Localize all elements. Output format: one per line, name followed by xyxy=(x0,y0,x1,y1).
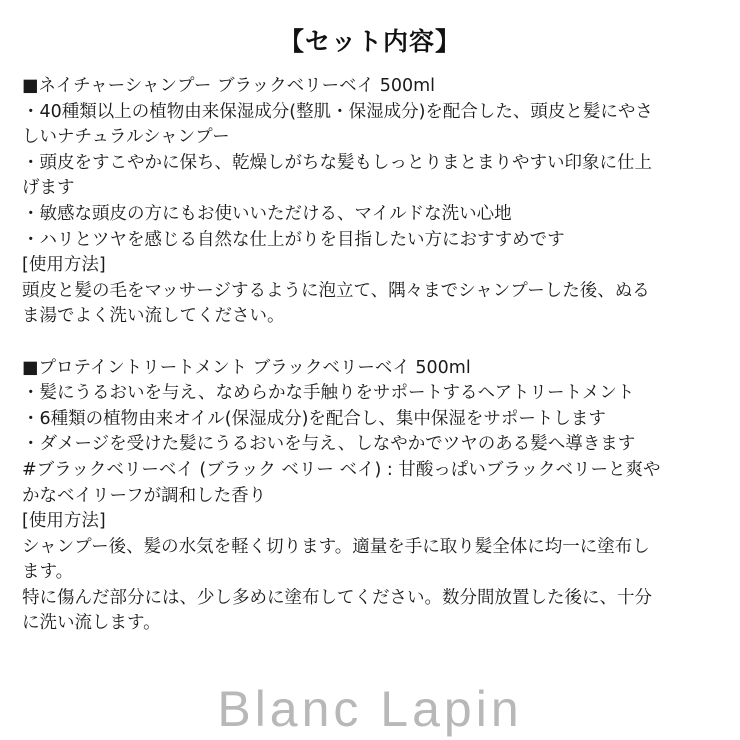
section-spacer xyxy=(22,330,722,356)
shampoo-feature-line: しいナチュラルシャンプー xyxy=(22,127,230,148)
treatment-feature-line: かなベイリーフが調和した香り xyxy=(22,485,267,506)
shampoo-feature-line: げます xyxy=(22,178,75,199)
treatment-usage-line: に洗い流します。 xyxy=(22,613,161,634)
shampoo-usage-label: [使用方法] xyxy=(22,255,106,276)
shampoo-heading: ■ネイチャーシャンプー ブラックベリーベイ 500ml xyxy=(22,76,436,96)
treatment-feature-line: #ブラックベリーベイ (ブラック ベリー ベイ) : 甘酸っぱいブラックベリーと爽や xyxy=(22,459,661,480)
shampoo-feature-line: ・ハリとツヤを感じる自然な仕上がりを目指したい方におすすめです xyxy=(22,229,565,250)
shampoo-feature-line: ・頭皮をすこやかに保ち、乾燥しがちな髪もしっとりまとまりやすい印象に仕上 xyxy=(22,152,652,173)
treatment-feature-line: ・ダメージを受けた髪にうるおいを与え、しなやかでツヤのある髪へ導きます xyxy=(22,434,636,455)
product-set-contents xyxy=(22,74,722,637)
page-title: 【セット内容】 xyxy=(278,27,461,56)
treatment-feature-line: ・6種類の植物由来オイル(保湿成分)を配合し、集中保湿をサポートします xyxy=(22,408,606,429)
shampoo-usage-line: 頭皮と髪の毛をマッサージするように泡立て、隅々までシャンプーした後、ぬる xyxy=(22,280,650,301)
treatment-heading: ■プロテイントリートメント ブラックベリーベイ 500ml xyxy=(22,357,471,378)
brand-watermark: Blanc Lapin xyxy=(217,681,523,737)
treatment-usage-line: ます。 xyxy=(22,562,74,583)
shampoo-feature-line: ・敏感な頭皮の方にもお使いいただける、マイルドな洗い心地 xyxy=(22,203,512,224)
treatment-usage-label: [使用方法] xyxy=(22,511,106,532)
shampoo-feature-line: ・40種類以上の植物由来保湿成分(整肌・保湿成分)を配合した、頭皮と髪にやさ xyxy=(22,101,653,122)
treatment-feature-line: ・髪にうるおいを与え、なめらかな手触りをサポートするヘアトリートメント xyxy=(22,383,635,404)
treatment-usage-line: 特に傷んだ部分には、少し多めに塗布してください。数分間放置した後に、十分 xyxy=(22,587,652,608)
shampoo-usage-line: ま湯でよく洗い流してください。 xyxy=(22,306,285,327)
treatment-usage-line: シャンプー後、髪の水気を軽く切ります。適量を手に取り髪全体に均一に塗布し xyxy=(22,536,650,557)
